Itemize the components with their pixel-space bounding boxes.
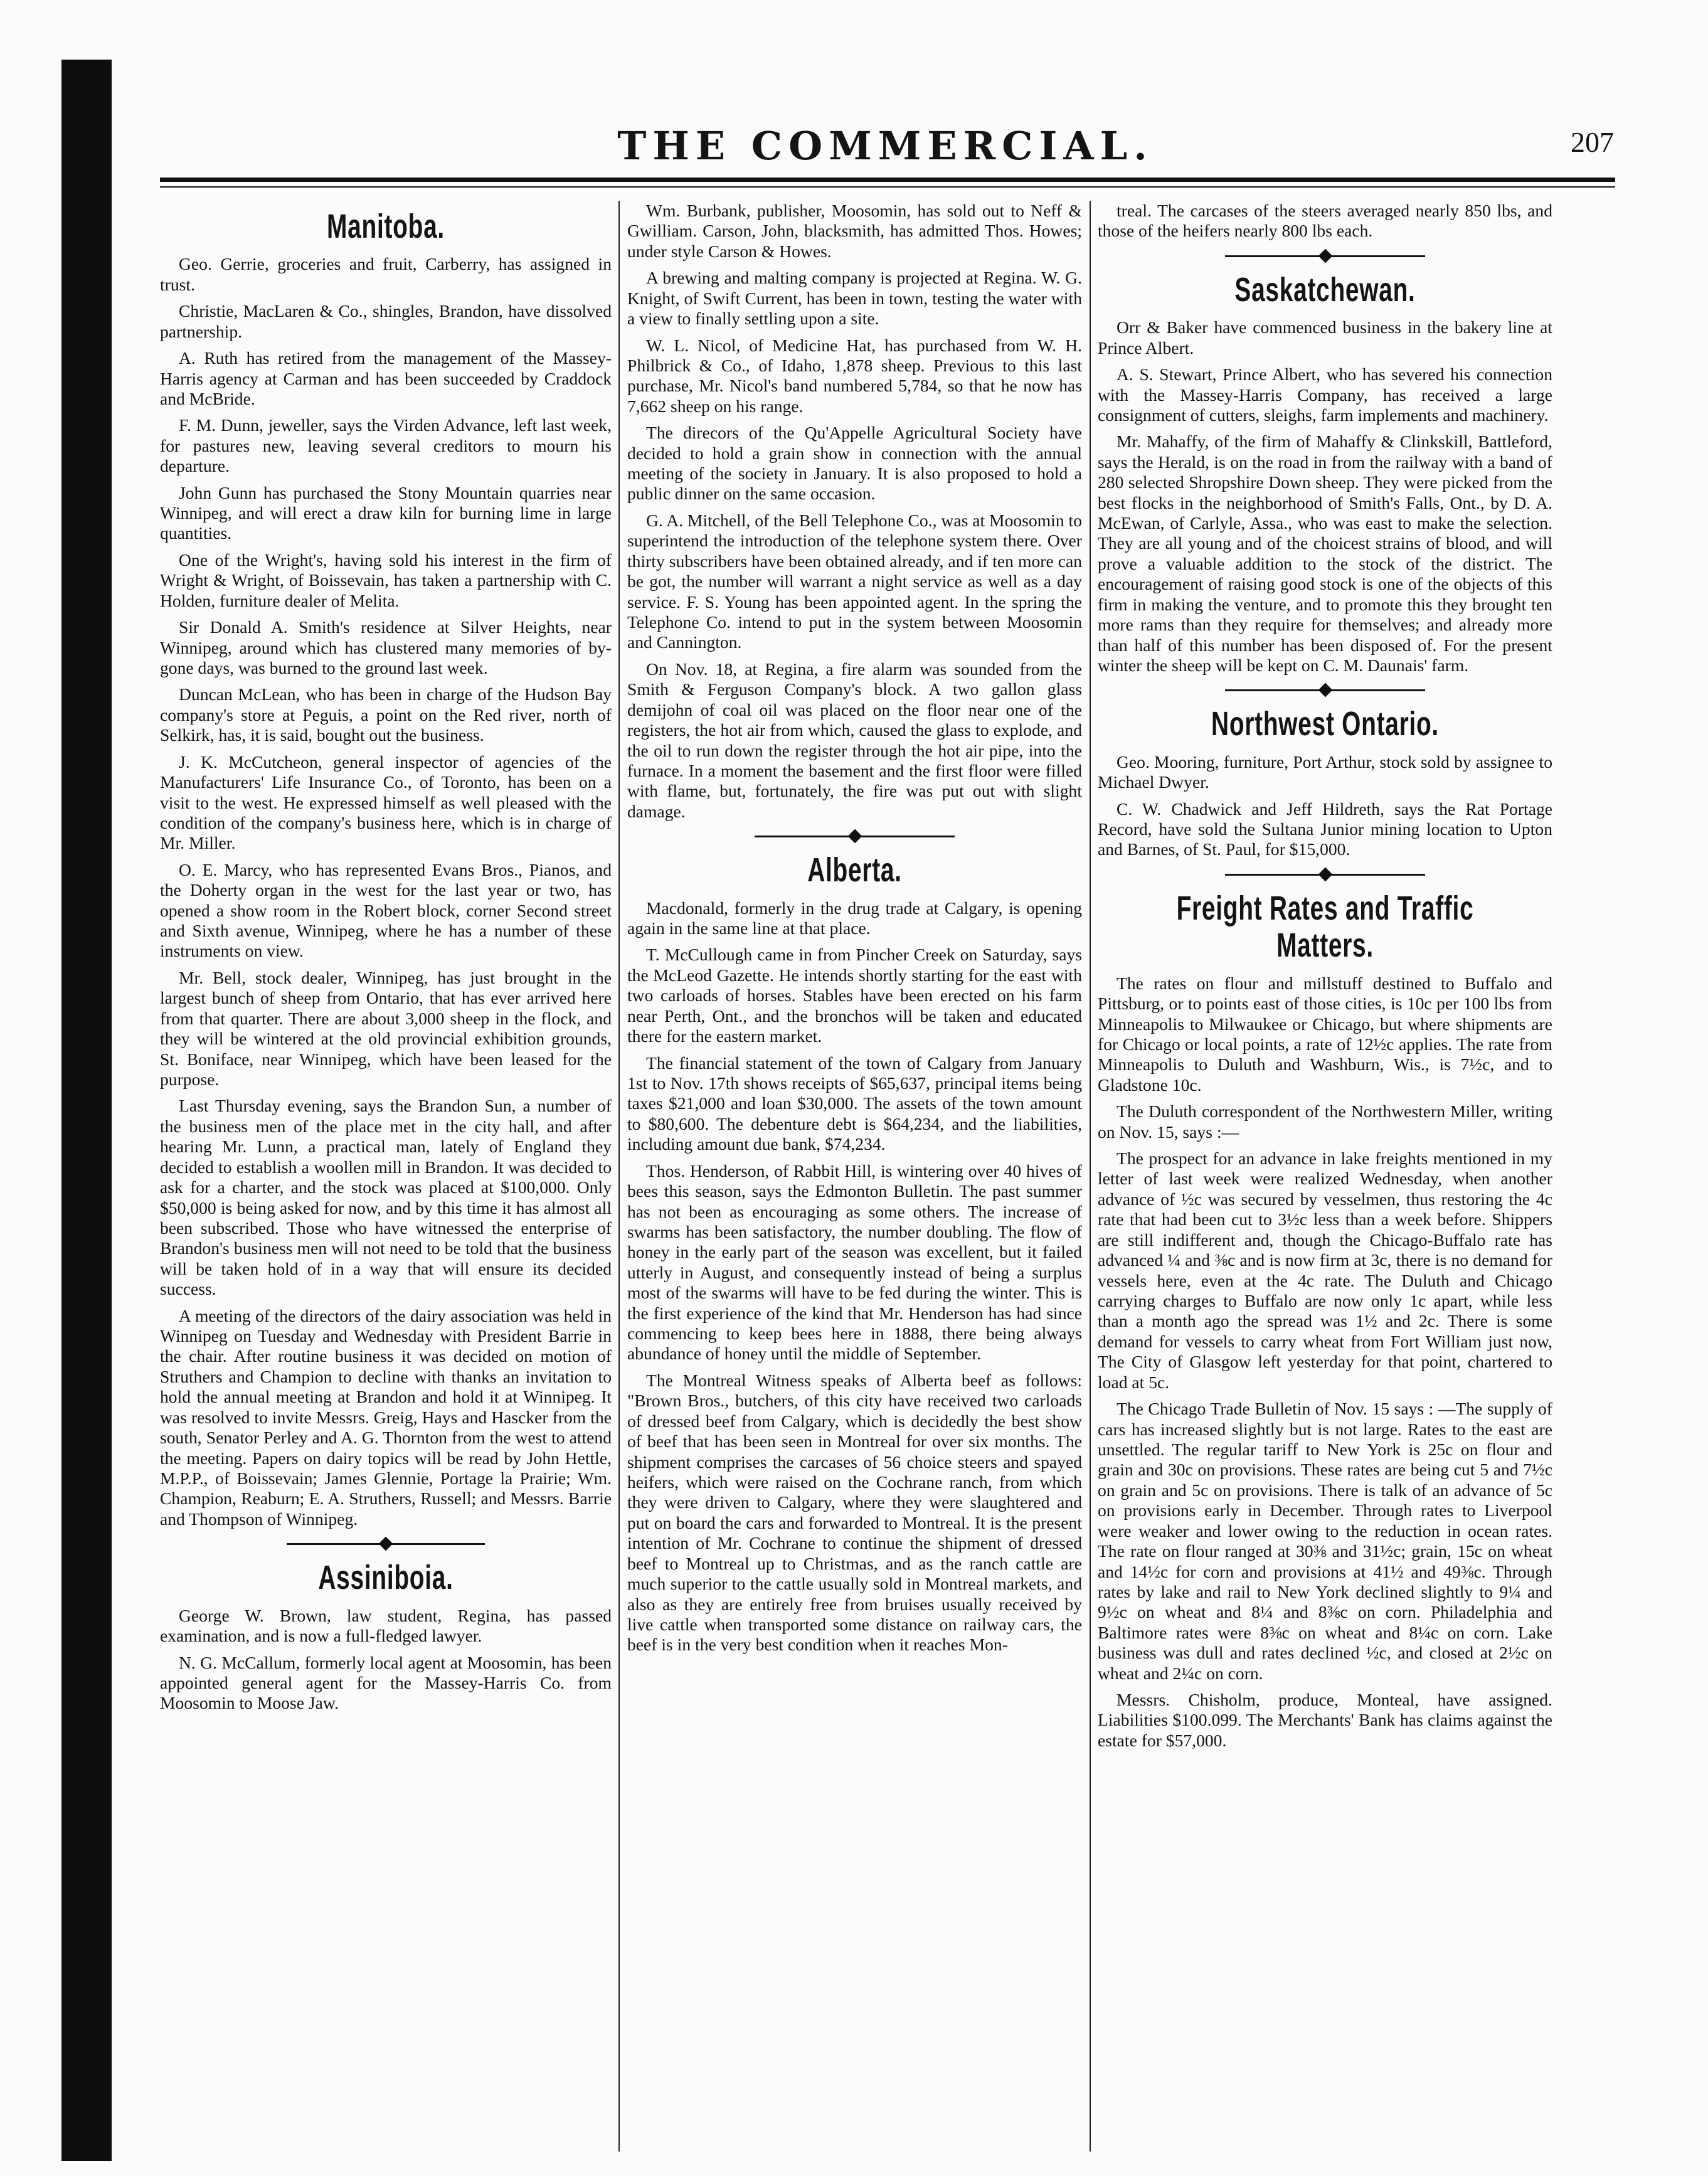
- news-item: F. M. Dunn, jeweller, says the Virden Advance, left last week, for pastures new, leaving several creditors to mourn his departure.: [160, 415, 612, 476]
- news-item: One of the Wright's, having sold his interest in the firm of Wright & Wright, of Boissevain, has taken a partnership with C. Holden, furniture dealer of Melita.: [160, 549, 612, 610]
- news-item: W. L. Nicol, of Medicine Hat, has purchased from W. H. Philbrick & Co., of Idaho, 1,878 sheep. Previous to this last purchase, Mr. Nicol's band numbered 5,784, so that he now has 7,662 sheep on his range.: [627, 335, 1082, 416]
- news-item: T. McCullough came in from Pincher Creek on Saturday, says the McLeod Gazette. He intends shortly starting for the east with two carloads of horses. Stables have been erected on his farm near Perth, Ont., and the bronchos will be taken and educated there for the eastern market.: [627, 945, 1082, 1046]
- page-number: 207: [1571, 126, 1614, 158]
- news-item: Christie, MacLaren & Co., shingles, Brandon, have dissolved partnership.: [160, 301, 612, 341]
- column-3: [1098, 201, 1552, 2126]
- binding-edge: [61, 60, 112, 2161]
- news-item: A. Ruth has retired from the management of the Massey-Harris agency at Carman and has been succeeded by Craddock and McBride.: [160, 348, 612, 408]
- column-2: [627, 201, 1082, 2126]
- section-heading: Alberta.: [807, 851, 902, 889]
- column-divider: [618, 201, 620, 2152]
- section-ornament: [627, 828, 1082, 844]
- news-item: Messrs. Chisholm, produce, Monteal, have assigned. Liabilities $100.099. The Merchants' Bank has claims against the estate for $57,000.: [1098, 1690, 1552, 1750]
- news-item: Thos. Henderson, of Rabbit Hill, is wintering over 40 hives of bees this season, says the Edmonton Bulletin. The past summer has not been as encouraging as some others. The increase of swarms has been satisfactory, the number doubling. The flow of honey in the early part of the season was excellent, but it failed utterly in August, and consequently instead of being a surplus most of the swarms will have to be fed during the winter. This is the first experience of the kind that Mr. Henderson has had since commencing to keep bees here in 1888, there being always abundance of honey until the middle of September.: [627, 1160, 1082, 1364]
- news-item: Last Thursday evening, says the Brandon Sun, a number of the business men of the place met in the city hall, and after hearing Mr. Lunn, a practical man, lately of England they decided to establish a woollen mill in Brandon. It was decided to ask for a charter, and the stock was placed at $100,000. Only $50,000 is being asked for now, and by this time it has almost all been subscribed. Those who have witnessed the enterprise of Brandon's business men will not need to be told that the business will be taken hold of in a way that will ensure its decided success.: [160, 1096, 612, 1299]
- section-ornament: [1098, 866, 1552, 883]
- publication-title: THE COMMERCIAL.: [617, 123, 1154, 169]
- news-item: J. K. McCutcheon, general inspector of agencies of the Manufacturers' Life Insurance Co., of Toronto, has been on a visit to the west. He expressed himself as well pleased with the condition of the company's business here, which is in charge of Mr. Miller.: [160, 751, 612, 853]
- section-heading: Saskatchewan.: [1234, 270, 1416, 309]
- section-heading: Freight Rates and Traffic Matters.: [1176, 889, 1474, 965]
- news-item: A meeting of the directors of the dairy association was held in Winnipeg on Tuesday and Wednesday with President Barrie in the chair. After routine business it was decided on motion of Struthers and Champion to decline with thanks an invitation to hold the annual meeting at Brandon and hold it at Winnipeg. It was resolved to invite Messrs. Greig, Hays and Hascker from the south, Senator Perley and A. G. Thornton from the west to attend the meeting. Papers on dairy topics will be read by John Hettle, M.P.P., of Boissevain; James Glennie, Portage la Prairie; Wm. Champion, Reaburn; E. A. Struthers, Russell; and Messrs. Barrie and Thompson of Winnipeg.: [160, 1305, 612, 1529]
- news-item: Mr. Bell, stock dealer, Winnipeg, has just brought in the largest bunch of sheep from Ontario, that has ever arrived here from that quarter. There are about 3,000 sheep in the flock, and they will be wintered at the old provincial exhibition grounds, St. Boniface, near Winnipeg, which have been leased for the purpose.: [160, 967, 612, 1089]
- news-item: Geo. Gerrie, groceries and fruit, Carberry, has assigned in trust.: [160, 254, 612, 294]
- news-item: Mr. Mahaffy, of the firm of Mahaffy & Clinkskill, Battleford, says the Herald, is on the road in from the railway with a band of 280 selected Shropshire Down sheep. They were picked from the best flocks in the neighborhood of Smith's Falls, Ont., by D. A. McEwan, of Carlyle, Assa., who was east to make the selection. They are all young and of the choicest strains of blood, and will prove a valuable addition to the stock of the district. The encouragement of raising good stock is one of the objects of this firm in making the venture, and to promote this they brought ten more rams than they require for themselves; and already more than half of this number has been disposed of. For the present winter the sheep will be kept on C. M. Daunais' farm.: [1098, 432, 1552, 675]
- news-item: G. A. Mitchell, of the Bell Telephone Co., was at Moosomin to superintend the introduction of the telephone system there. Over thirty subscribers have been obtained already, and if ten more can be got, the number will warrant a night service as well as a day service. F. S. Young has been appointed agent. In the spring the Telephone Co. intend to put in the system between Moosomin and Cannington.: [627, 510, 1082, 652]
- section-ornament: [1098, 682, 1552, 698]
- section-heading: Assiniboia.: [318, 1559, 454, 1597]
- news-item: treal. The carcases of the steers averaged nearly 850 lbs, and those of the heifers nearly 800 lbs each.: [1098, 201, 1552, 241]
- header-rule: [160, 178, 1615, 182]
- news-item: Macdonald, formerly in the drug trade at Calgary, is opening again in the same line at that place.: [627, 898, 1082, 938]
- news-item: The direcors of the Qu'Appelle Agricultural Society have decided to hold a grain show in connection with the annual meeting of the society in January. It is also proposed to hold a public dinner on the same occasion.: [627, 423, 1082, 504]
- masthead: [157, 123, 1614, 167]
- news-item: The rates on flour and millstuff destined to Buffalo and Pittsburg, or to points east of those cities, is 10c per 100 lbs from Minneapolis to Milwaukee or Chicago, but where shipments are for Chicago or local points, a rate of 12½c applies. The rate from Minneapolis to Duluth and Washburn, Wis., is 7½c, and to Gladstone 10c.: [1098, 973, 1552, 1095]
- news-item: A brewing and malting company is projected at Regina. W. G. Knight, of Swift Current, has been in town, testing the water with a view to finally settling upon a site.: [627, 268, 1082, 329]
- news-item: Duncan McLean, who has been in charge of the Hudson Bay company's store at Peguis, a point on the Red river, north of Selkirk, has, it is said, bought out the business.: [160, 684, 612, 745]
- news-item: A. S. Stewart, Prince Albert, who has severed his connection with the Massey-Harris Company, has received a large consignment of cutters, sleighs, farm implements and machinery.: [1098, 364, 1552, 425]
- news-item: George W. Brown, law student, Regina, has passed examination, and is now a full-fledged lawyer.: [160, 1605, 612, 1646]
- news-item: O. E. Marcy, who has represented Evans Bros., Pianos, and the Doherty organ in the west for the last year or two, has opened a show room in the Robert block, corner Second street and Sixth avenue, Winnipeg, where he has a number of these instruments on view.: [160, 859, 612, 961]
- section-ornament: [1098, 248, 1552, 264]
- column-divider: [1090, 201, 1091, 2152]
- news-item: Wm. Burbank, publisher, Moosomin, has sold out to Neff & Gwilliam. Carson, John, blacksmith, has admitted Thos. Howes; under style Carson & Howes.: [627, 201, 1082, 261]
- news-item: Geo. Mooring, furniture, Port Arthur, stock sold by assignee to Michael Dwyer.: [1098, 751, 1552, 792]
- news-item: Orr & Baker have commenced business in the bakery line at Prince Albert.: [1098, 317, 1552, 358]
- news-item: On Nov. 18, at Regina, a fire alarm was sounded from the Smith & Ferguson Company's block. A two gallon glass demijohn of coal oil was placed on the floor near one of the registers, the hot air from which, caused the glass to explode, and the oil to run down the register through the hot air pipe, into the furnace. In a moment the basement and the first floor were filled with flame, but, fortunately, the fire was put out with slight damage.: [627, 659, 1082, 821]
- news-item: The financial statement of the town of Calgary from January 1st to Nov. 17th shows receipts of $65,637, principal items being taxes $21,000 and loan $30,000. The assets of the town amount to $80,600. The debenture debt is $64,234, and the liabilities, including amount due bank, $74,234.: [627, 1053, 1082, 1154]
- news-item: The Chicago Trade Bulletin of Nov. 15 says : —The supply of cars has increased slightly but is not large. Rates to the east are unsettled. The regular tariff to New York is 25c on flour and grain and 30c on provisions. These rates are being cut 5 and 7½c on grain and 5c on provisions. There is talk of an advance of 5c on provisions early in December. Through rates to Liverpool were weaker and lower owing to the reduction in ocean rates. The rate on flour ranged at 30⅜ and 31½c; grain, 15c on wheat and 14½c for corn and provisions at 41½ and 49⅜c. Through rates by lake and rail to New York declined slightly to 9¼ and 9½c on wheat and 8¼ and 8⅜c on corn. Philadelphia and Baltimore rates were 8⅜c on wheat and 8¼c on corn. Lake business was dull and rates declined ½c, and closed at 2½c on wheat and 2¼c on corn.: [1098, 1399, 1552, 1683]
- news-item: The Montreal Witness speaks of Alberta beef as follows: "Brown Bros., butchers, of this city have received two carloads of dressed beef from Calgary, which is decidedly the best show of beef that has been seen in Montreal for over six months. The shipment comprises the carcases of 56 choice steers and spayed heifers, which were raised on the Cochrane ranch, from which they were driven to Calgary, where they were slaughtered and put on board the cars and forwarded to Montreal. It is the present intention of Mr. Cochrane to continue the shipment of dressed beef to Montreal up to Christmas, and as the ranch cattle are much superior to the cattle usually sold in Montreal markets, and also as they are entirely free from bruises usually received by live cattle when transported some distance on railway cars, the beef is in the very best condition when it reaches Mon-: [627, 1370, 1082, 1655]
- news-item: John Gunn has purchased the Stony Mountain quarries near Winnipeg, and will erect a draw kiln for burning lime in large quantities.: [160, 482, 612, 543]
- news-item: Sir Donald A. Smith's residence at Silver Heights, near Winnipeg, around which has clustered many memories of by-gone days, was burned to the ground last week.: [160, 617, 612, 677]
- section-heading: Northwest Ontario.: [1211, 705, 1439, 743]
- section-heading: Manitoba.: [327, 208, 445, 245]
- header-rule-thin: [160, 186, 1615, 188]
- news-item: C. W. Chadwick and Jeff Hildreth, says the Rat Portage Record, have sold the Sultana Junior mining location to Upton and Barnes, of St. Paul, for $15,000.: [1098, 799, 1552, 859]
- news-item: The prospect for an advance in lake freights mentioned in my letter of last week were realized Wednesday, when another advance of ½c was secured by vesselmen, thus restoring the 4c rate that had been cut to 3½c less than a week before. Shippers are still indifferent and, though the Chicago-Buffalo rate has advanced ¼ and ⅜c and is now firm at 3c, there is no demand for vessels here, even at the 4c rate. The Duluth and Chicago carrying charges to Buffalo are now only 1c apart, while less than a month ago the spread was 1½ and 2c. There is some demand for vessels to carry wheat from Fort William just now, The City of Glasgow left yesterday for that point, chartered to load at 5c.: [1098, 1149, 1552, 1392]
- section-ornament: [160, 1536, 612, 1552]
- news-item: N. G. McCallum, formerly local agent at Moosomin, has been appointed general agent for the Massey-Harris Co. from Moosomin to Moose Jaw.: [160, 1652, 612, 1713]
- news-item: The Duluth correspondent of the Northwestern Miller, writing on Nov. 15, says :—: [1098, 1101, 1552, 1142]
- column-1: [160, 201, 612, 2126]
